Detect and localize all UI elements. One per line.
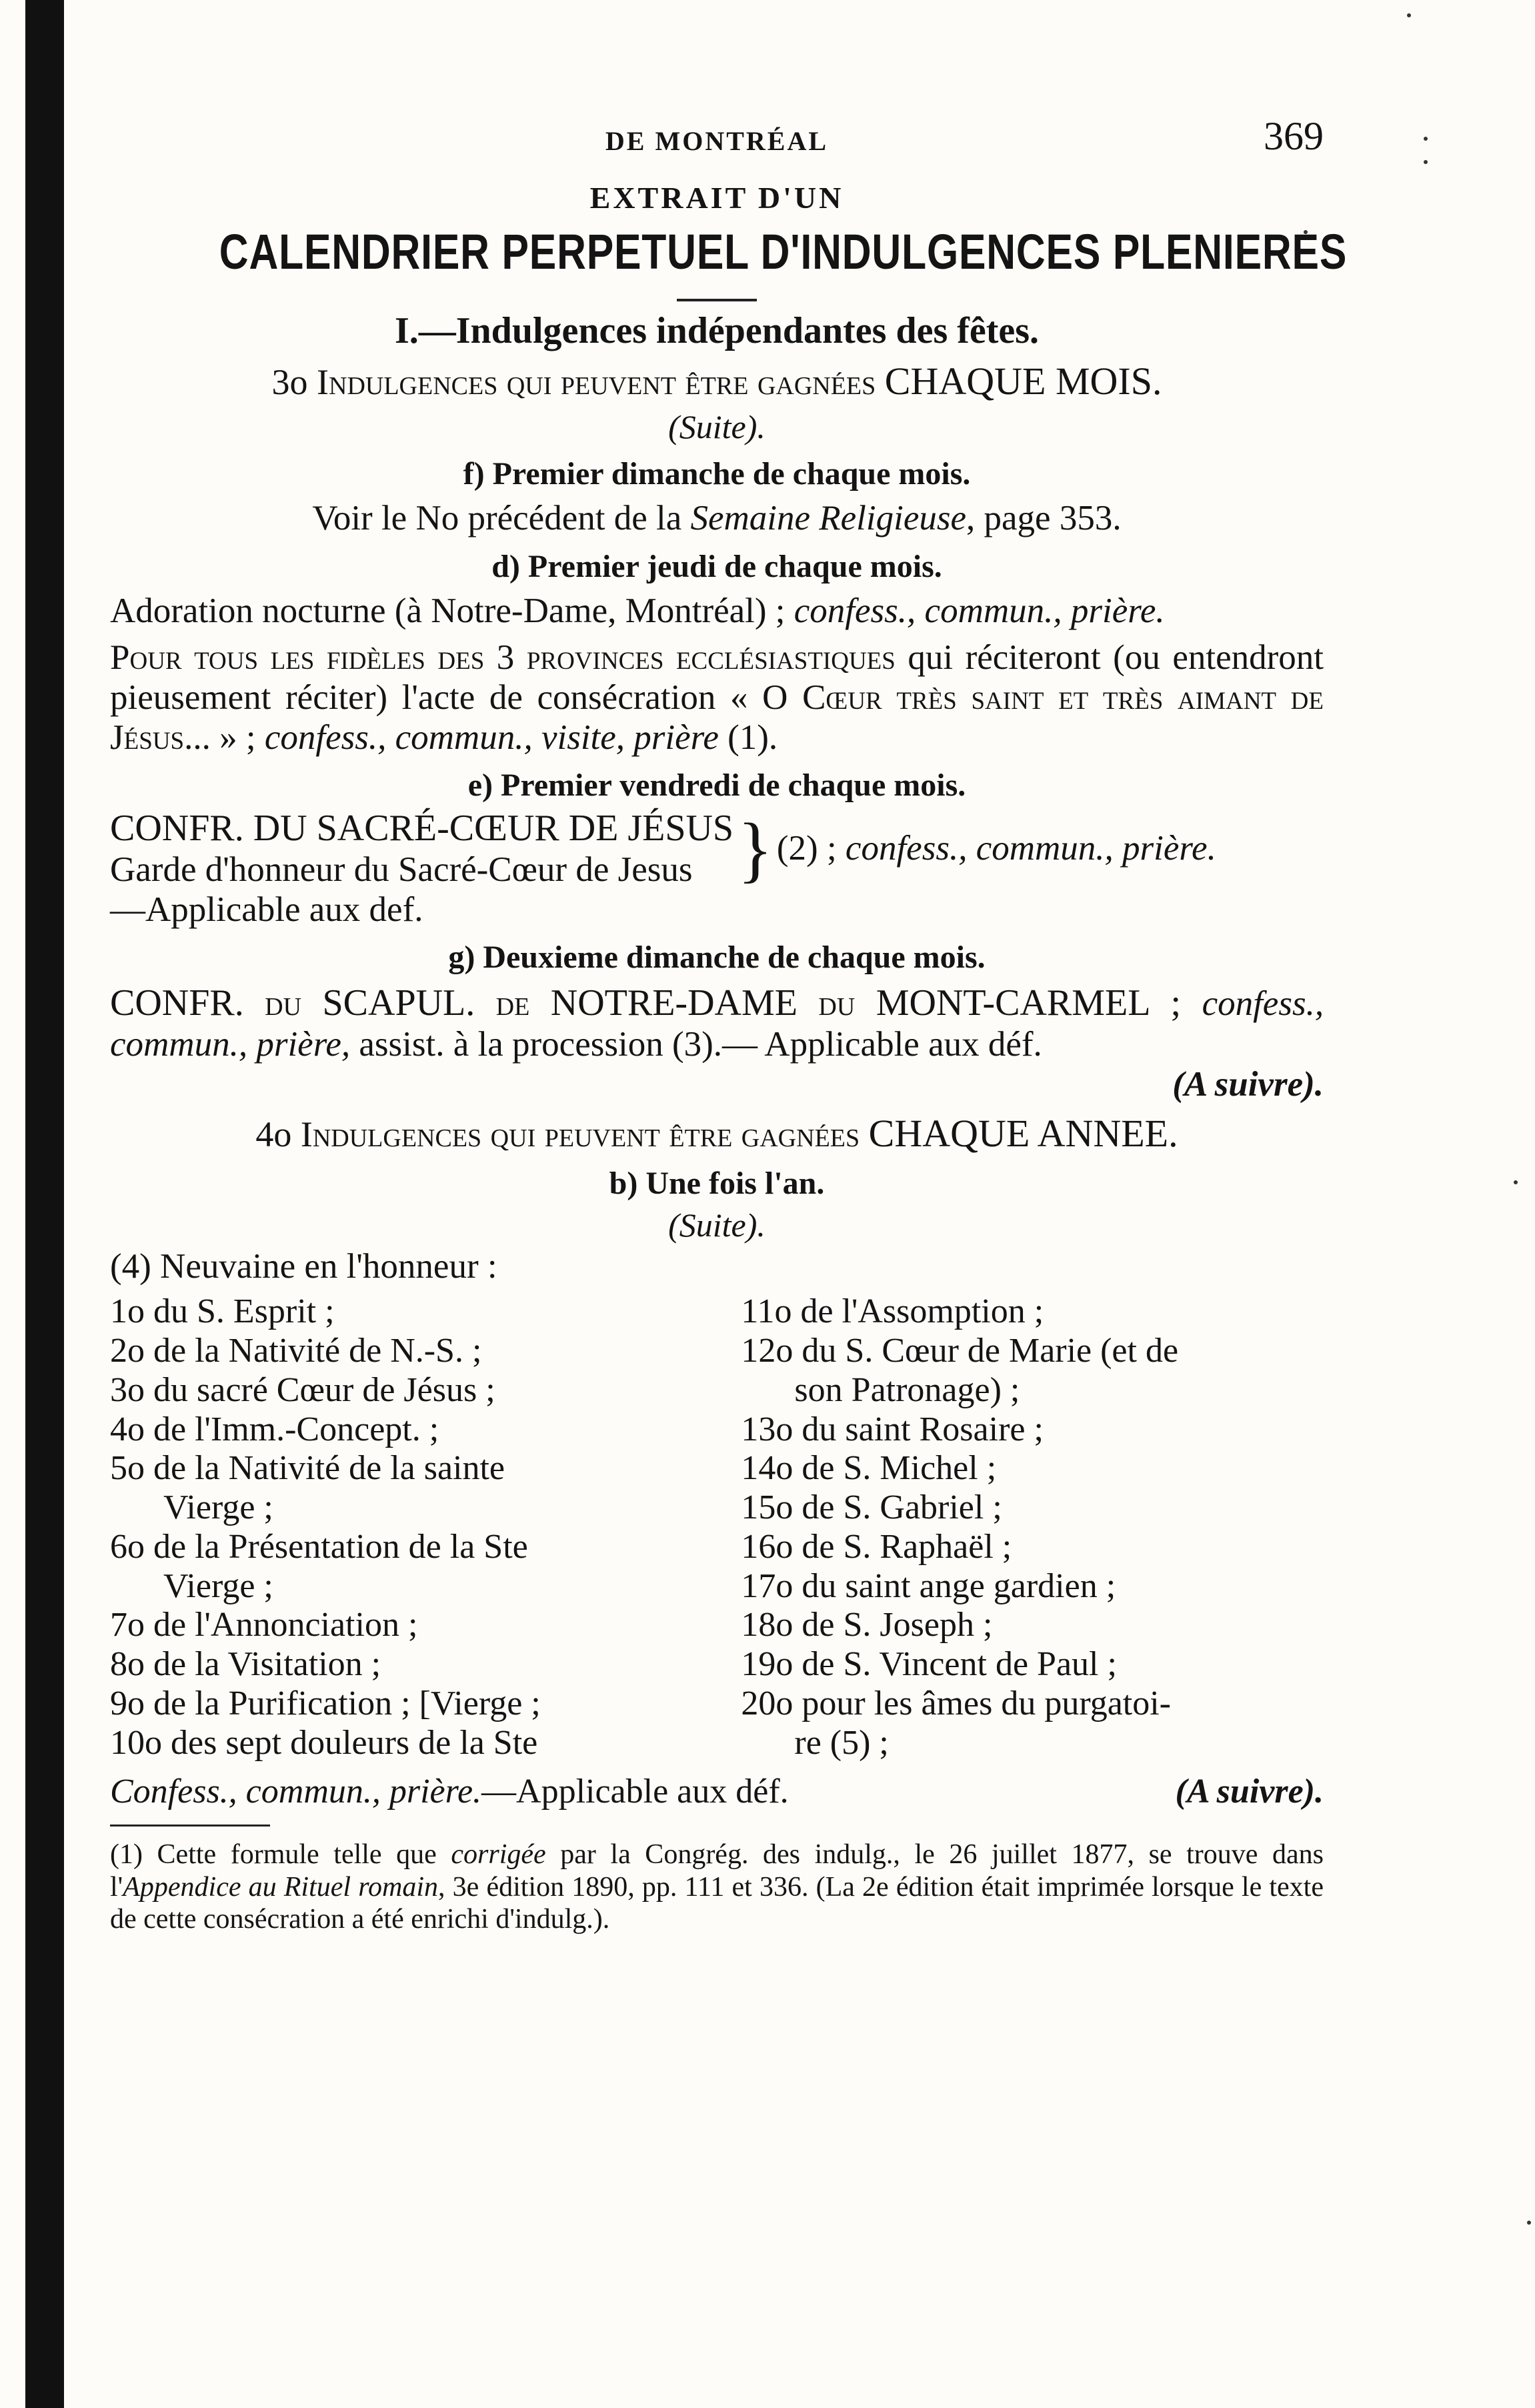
suite-note: (Suite). [668, 1206, 765, 1244]
list-item: 15o de S. Gabriel ; [741, 1488, 1002, 1527]
list-item: Vierge ; [163, 1488, 273, 1527]
g-heading: g) Deuxieme dimanche de chaque mois. [448, 940, 986, 976]
list-item: re (5) ; [794, 1723, 889, 1762]
speck [1424, 160, 1428, 164]
f-text-c: , page 353. [966, 499, 1122, 537]
e-heading: e) Premier vendredi de chaque mois. [467, 768, 966, 804]
subsection-number: 3o [271, 362, 308, 402]
d2-c: Cœur très saint et très aimant de Jésus... [110, 678, 1324, 757]
g-g: MONT-CARMEL ; [876, 982, 1182, 1024]
list-item: 1o du S. Esprit ; [110, 1292, 335, 1331]
list-item: 12o du S. Cœur de Marie (et de [741, 1332, 1179, 1370]
list-item: 13o du saint Rosaire ; [741, 1410, 1044, 1448]
g-suivre: (A suivre). [1172, 1064, 1324, 1104]
d-paragraph-2 [110, 638, 1324, 758]
d2-a: Pour tous les fidèles des 3 provinces ecclésiastiques [110, 638, 896, 677]
list-item: 3o du sacré Cœur de Jésus ; [110, 1370, 495, 1409]
f-text-a: Voir le No précédent de la [312, 499, 682, 537]
section-heading: I.—Indulgences indépendantes des fêtes. [394, 310, 1040, 351]
b-heading: b) Une fois l'an. [609, 1166, 825, 1202]
document-page [110, 113, 1348, 1935]
f-paragraph [110, 499, 1324, 539]
list-item: 19o de S. Vincent de Paul ; [741, 1645, 1117, 1684]
subsection-3-heading [110, 359, 1324, 403]
list-item: Vierge ; [163, 1566, 273, 1605]
binding-edge [25, 0, 64, 2408]
subsection-number: 4o [255, 1114, 292, 1155]
d2-d: » ; [210, 718, 256, 757]
g-c: SCAPUL. [322, 982, 475, 1024]
e-applicable: —Applicable aux def. [110, 890, 423, 929]
e-ref: (2) ; [776, 829, 837, 868]
d2-e: confess., commun., visite, prière [264, 718, 719, 757]
list-item: 8o de la Visitation ; [110, 1645, 381, 1684]
neuvaine-right-column [741, 1292, 1324, 1762]
list-item: 9o de la Purification ; [Vierge ; [110, 1684, 541, 1722]
closing-suivre: (A suivre). [1175, 1772, 1324, 1811]
neuvaine-list [110, 1292, 1324, 1762]
f-heading: f) Premier dimanche de chaque mois. [463, 456, 971, 491]
list-item: 6o de la Présentation de la Ste [110, 1527, 528, 1566]
running-head [110, 113, 1324, 173]
fn-c: par la Congrég. des indulg., le 26 juillet 1877, se trouve dans l' [110, 1839, 1324, 1903]
d-heading: d) Premier jeudi de chaque mois. [491, 548, 942, 584]
list-item: 4o de l'Imm.-Concept. ; [110, 1410, 439, 1448]
list-item: 7o de l'Annonciation ; [110, 1606, 418, 1644]
fn-a: (1) Cette formule telle que [110, 1839, 437, 1871]
neuvaine-line: (4) Neuvaine en l'honneur : [110, 1247, 497, 1286]
footnote-rule [110, 1825, 270, 1827]
suite-note: (Suite). [668, 408, 765, 445]
subsection-4-heading [110, 1111, 1324, 1156]
speck [1514, 1180, 1518, 1184]
neuvaine-left-column [110, 1292, 693, 1762]
g-i: assist. à la procession (3).— Applicable aux déf. [350, 1024, 1042, 1064]
page-title: CALENDRIER PERPETUEL D'INDULGENCES PLENIERES [219, 224, 1348, 279]
footnote [110, 1839, 1324, 1935]
subsection-caps: CHAQUE ANNEE. [868, 1112, 1178, 1156]
d2-f: (1). [718, 718, 778, 757]
speck [1407, 13, 1411, 17]
list-item: 18o de S. Joseph ; [741, 1606, 993, 1644]
fn-b: corrigée [451, 1839, 546, 1871]
closing-app: —Applicable aux déf. [481, 1772, 789, 1811]
d-text-b: confess., commun., prière. [794, 591, 1165, 630]
d-text-a: Adoration nocturne (à Notre-Dame, Montréal) ; [110, 591, 786, 630]
list-item: 2o de la Nativité de N.-S. ; [110, 1332, 482, 1370]
g-paragraph [110, 982, 1324, 1064]
speck [1424, 137, 1428, 141]
d-paragraph-1 [110, 591, 1324, 632]
closing-conf: Confess., commun., prière. [110, 1772, 482, 1811]
e-paragraph [110, 808, 1324, 930]
fn-e: , 3e édition 1890, pp. 111 et 336. (La 2e édition était imprimée lorsque le texte de cette consécration a été enrichi d'indulg.). [110, 1871, 1324, 1935]
e-conf: confess., commun., prière. [845, 829, 1216, 868]
closing-line [110, 1772, 1324, 1811]
running-head-title: DE MONTRÉAL [605, 126, 829, 156]
list-item: 11o de l'Assomption ; [741, 1292, 1044, 1331]
fn-d: Appendice au Rituel romain [123, 1871, 439, 1903]
d2-b: qui réciteront (ou entendront pieusement réciter) l'acte de consécration « O [110, 638, 1324, 717]
page-number: 369 [1264, 114, 1324, 158]
g-d: DE [495, 993, 530, 1022]
list-item: son Patronage) ; [794, 1370, 1020, 1409]
speck [1527, 2221, 1531, 2225]
list-item: 14o de S. Michel ; [741, 1449, 997, 1488]
g-f: DU [818, 993, 856, 1022]
e-line-1: CONFR. DU SACRÉ-CŒUR DE JÉSUS [110, 808, 734, 850]
subsection-text: Indulgences qui peuvent être gagnées [300, 1114, 860, 1155]
g-a: CONFR. [110, 982, 244, 1024]
g-b: DU [265, 993, 302, 1022]
list-item: 20o pour les âmes du purgatoi- [741, 1684, 1171, 1722]
list-item: 10o des sept douleurs de la Ste [110, 1723, 538, 1762]
subsection-caps: CHAQUE MOIS. [884, 359, 1162, 403]
title-rule [677, 299, 757, 301]
extrait-heading: EXTRAIT D'UN [589, 181, 844, 215]
g-h: confess., commun., prière, [110, 984, 1324, 1064]
list-item: 17o du saint ange gardien ; [741, 1566, 1116, 1605]
brace-icon: } [737, 808, 773, 890]
e-line-2: Garde d'honneur du Sacré-Cœur de Jesus [110, 850, 693, 889]
subsection-text: Indulgences qui peuvent être gagnées [317, 362, 876, 402]
list-item: 16o de S. Raphaël ; [741, 1527, 1012, 1566]
list-item: 5o de la Nativité de la sainte [110, 1449, 505, 1488]
f-text-journal: Semaine Religieuse [690, 499, 967, 537]
g-e: NOTRE-DAME [550, 982, 798, 1024]
